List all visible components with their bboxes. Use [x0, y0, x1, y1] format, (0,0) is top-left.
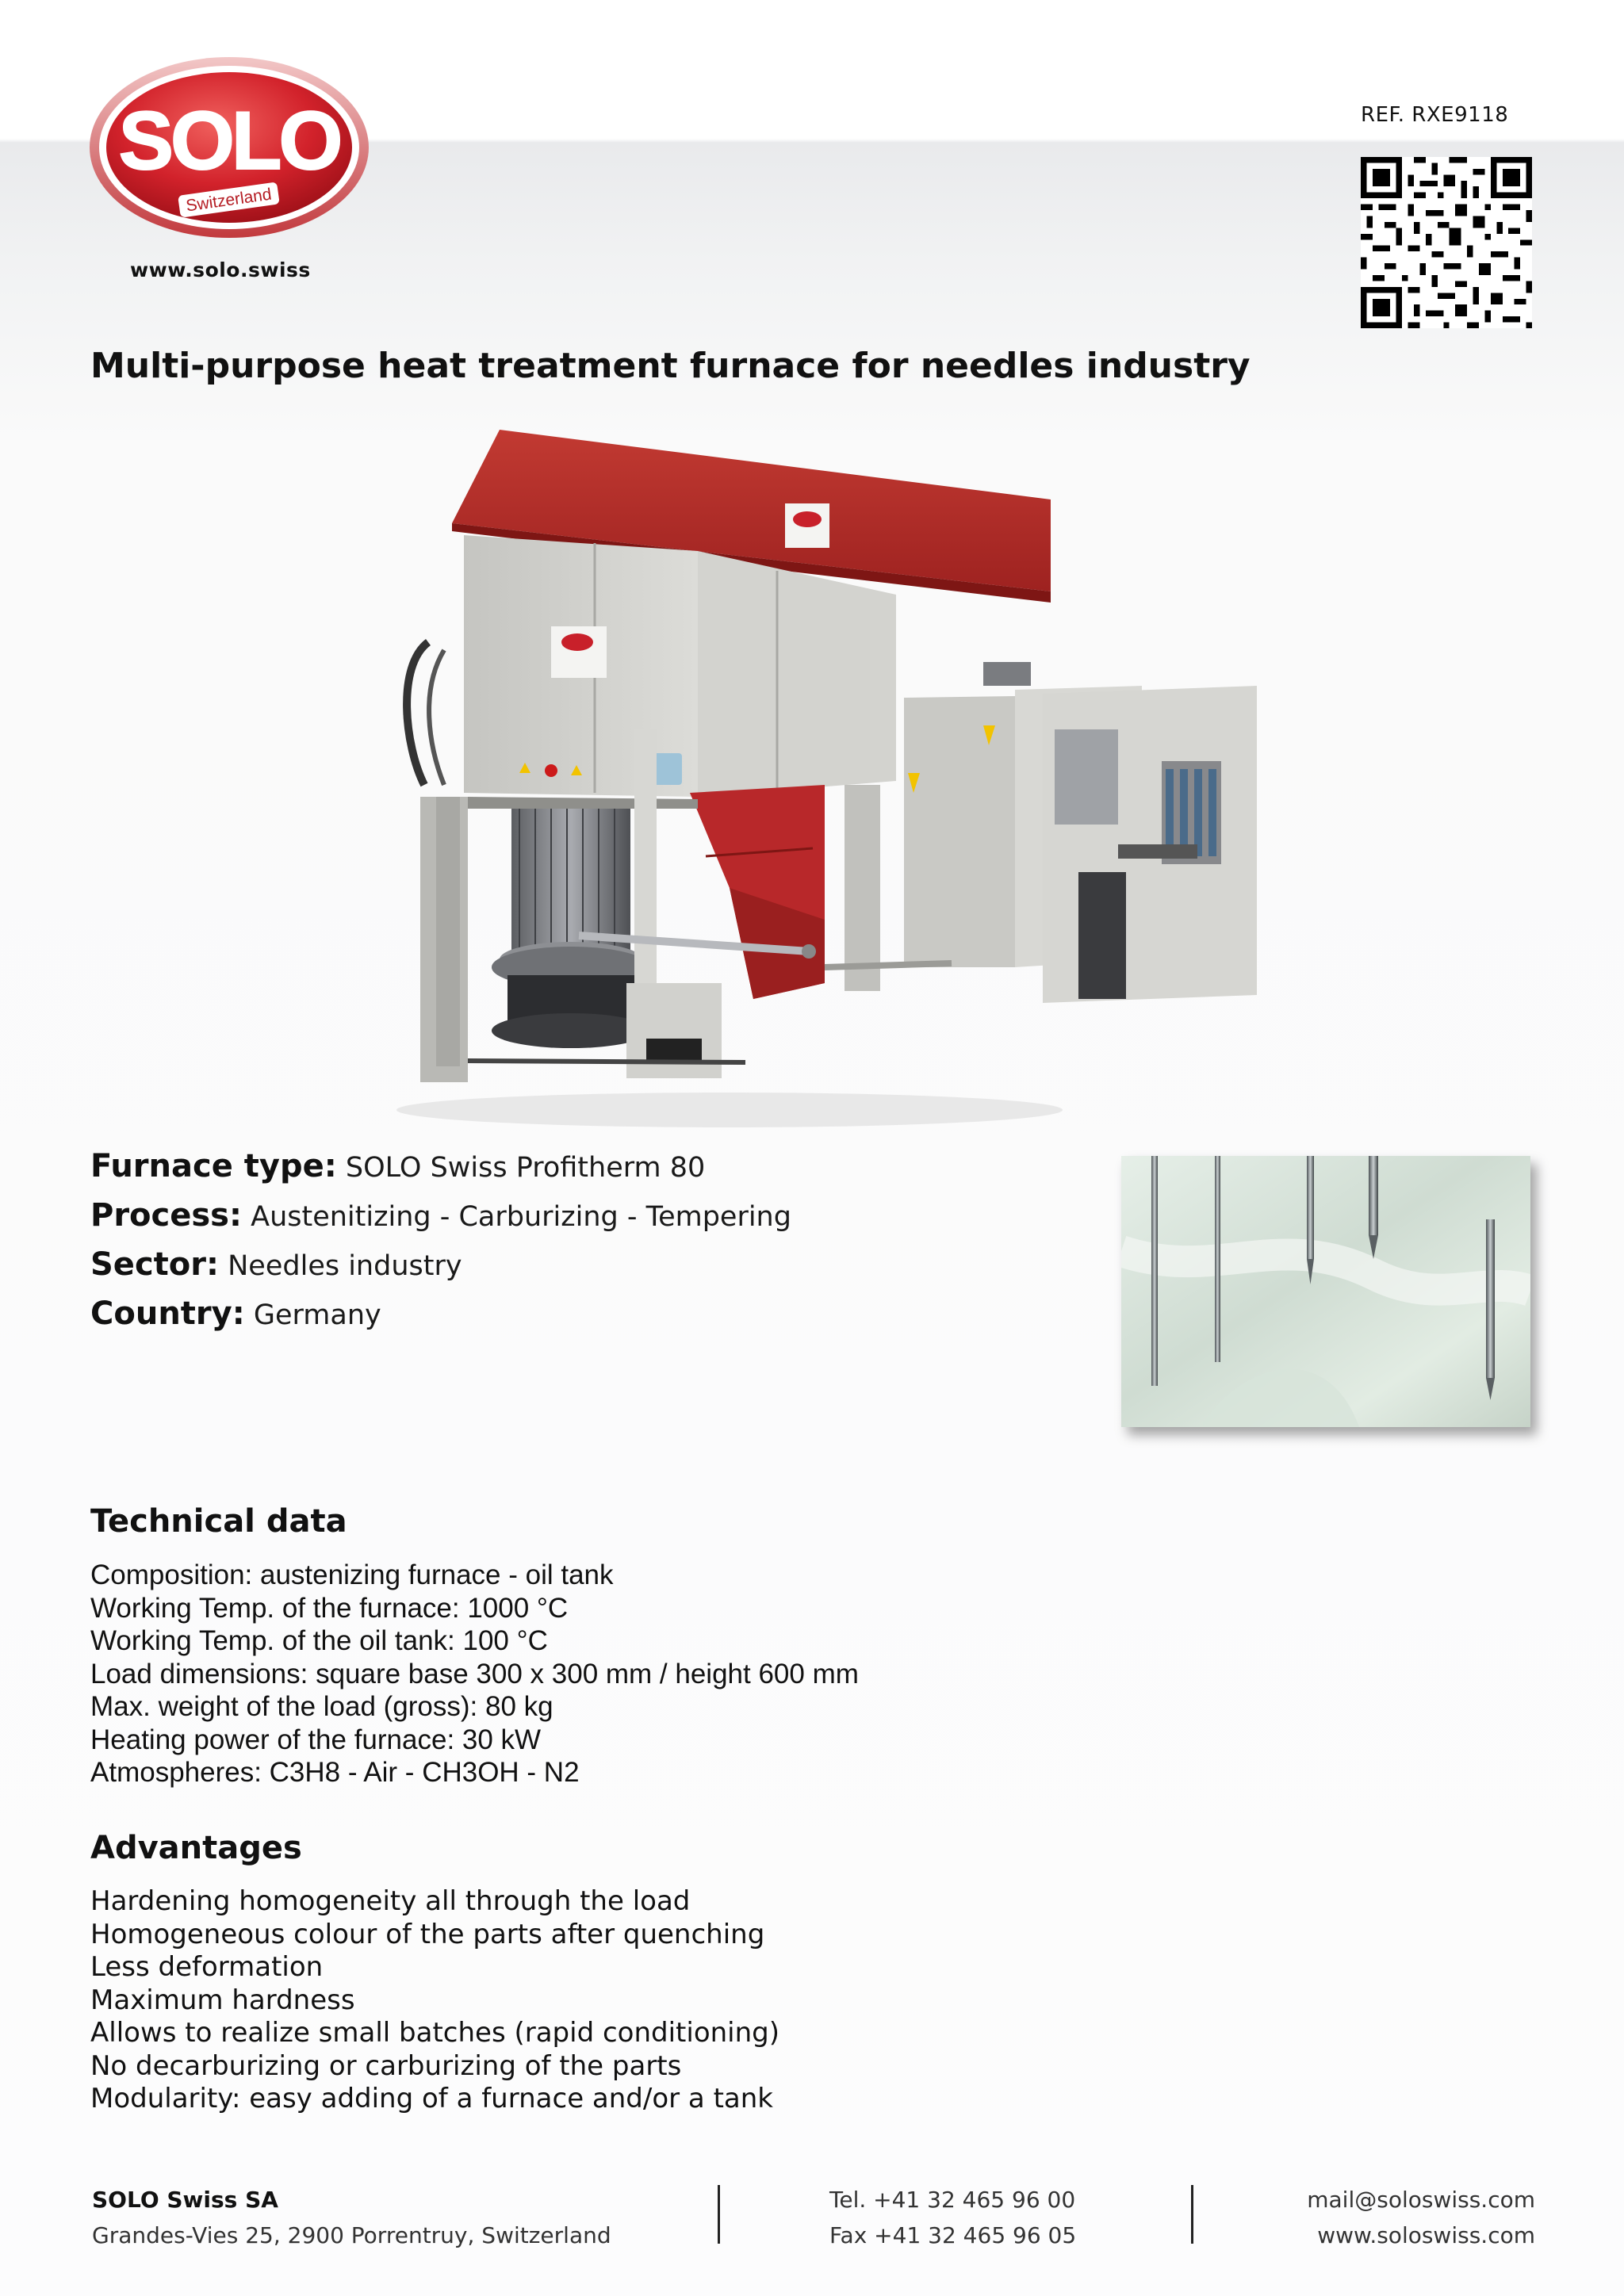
footer-phone: Tel. +41 32 465 96 00	[829, 2187, 1076, 2213]
fact-label: Sector:	[90, 1246, 219, 1283]
fact-value: Austenitizing - Carburizing - Tempering	[251, 1201, 791, 1233]
footer-address: Grandes-Vies 25, 2900 Porrentruy, Switzerland	[92, 2222, 611, 2248]
list-item: Homogeneous colour of the parts after quenching	[90, 1918, 765, 1950]
fact-value: Needles industry	[228, 1250, 462, 1282]
fact-label: Furnace type:	[90, 1148, 337, 1184]
list-item: Hardening homogeneity all through the load	[90, 1885, 691, 1917]
list-item: Heating power of the furnace: 30 kW	[90, 1724, 542, 1755]
technical-data-list	[90, 1559, 859, 1789]
fact-label: Process:	[90, 1197, 242, 1234]
advantages-list	[90, 1885, 779, 2116]
list-item: Less deformation	[90, 1951, 324, 1983]
reference-number: REF. RXE9118	[1361, 103, 1509, 127]
footer-email-link[interactable]: mail@soloswiss.com	[1307, 2187, 1535, 2213]
solo-logo	[86, 54, 373, 241]
needles-photo	[1121, 1156, 1530, 1427]
technical-data-heading: Technical data	[90, 1503, 347, 1540]
fact-value: Germany	[253, 1299, 381, 1331]
fact-value: SOLO Swiss Profitherm 80	[345, 1152, 706, 1184]
logo-text: SOLO	[118, 95, 340, 187]
logo-subtext: Switzerland	[185, 185, 273, 216]
page-title: Multi-purpose heat treatment furnace for needles industry	[90, 346, 1251, 386]
website-url: www.solo.swiss	[130, 258, 311, 281]
fact-country	[90, 1295, 381, 1332]
list-item: Working Temp. of the furnace: 1000 °C	[90, 1592, 569, 1624]
fact-label: Country:	[90, 1295, 245, 1332]
list-item: No decarburizing or carburizing of the parts	[90, 2049, 682, 2082]
list-item: Maximum hardness	[90, 1984, 355, 2016]
qr-code	[1361, 157, 1532, 328]
footer-company: SOLO Swiss SA	[92, 2187, 278, 2213]
list-item: Allows to realize small batches (rapid conditioning)	[90, 2017, 780, 2049]
list-item: Load dimensions: square base 300 x 300 mm / height 600 mm	[90, 1658, 859, 1689]
footer-divider	[718, 2185, 720, 2244]
fact-furnace-type	[90, 1148, 705, 1184]
list-item: Working Temp. of the oil tank: 100 °C	[90, 1625, 548, 1656]
advantages-heading: Advantages	[90, 1830, 302, 1866]
footer-website-link[interactable]: www.soloswiss.com	[1317, 2222, 1535, 2248]
fact-sector	[90, 1246, 462, 1283]
list-item: Modularity: easy adding of a furnace and/or a tank	[90, 2083, 773, 2114]
footer-divider	[1191, 2185, 1193, 2244]
list-item: Atmospheres: C3H8 - Air - CH3OH - N2	[90, 1757, 580, 1788]
list-item: Composition: austenizing furnace - oil tank	[90, 1559, 614, 1590]
fact-process	[90, 1197, 791, 1234]
list-item: Max. weight of the load (gross): 80 kg	[90, 1691, 553, 1722]
furnace-machine-photo	[381, 412, 1269, 1142]
footer-fax: Fax +41 32 465 96 05	[829, 2222, 1077, 2248]
